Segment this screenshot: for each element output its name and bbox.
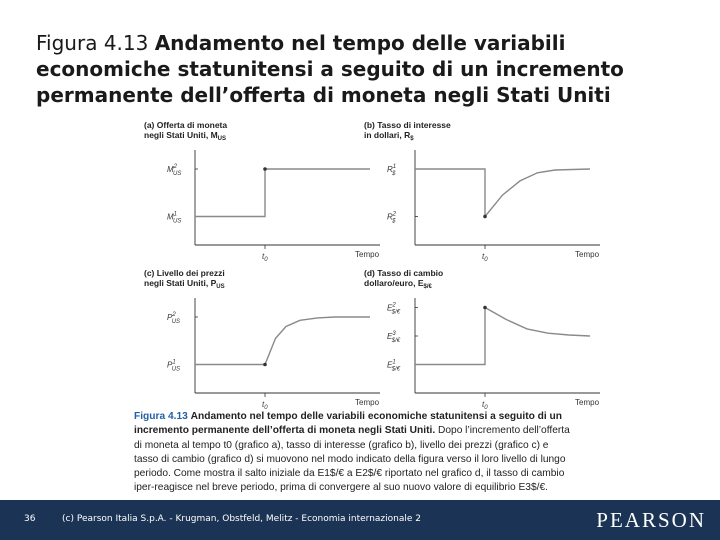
panel-a-title-sub: US [217,136,227,142]
panel-b-ytick-label: $R^1$ $ [387,164,397,177]
panel-d-series-line [415,308,590,365]
panel-d-title-line: (d) Tasso di cambio [364,268,444,278]
panel-c [144,268,380,411]
figure-caption [134,410,574,496]
panel-b-jump-point [483,215,487,219]
footer-bar [0,500,720,540]
panel-c-xlabel: Tempo [355,398,380,407]
panel-b-xlabel: Tempo [575,250,600,259]
panel-c-ytick-label: $P^2$ US [167,312,181,325]
panel-a-jump-point [263,167,267,171]
panel-c-jump-point [263,363,267,367]
panel-c-title-sub: US [216,284,225,290]
panel-c-title-line: negli Stati Uniti, $P_{US}$ [144,278,225,290]
panel-d-jump-point [483,306,487,310]
panel-d-xlabel: Tempo [575,398,600,407]
figure-charts [140,118,600,418]
panel-b-title-sub: $ [410,136,414,142]
panel-b-title-line: (b) Tasso di interesse [364,120,451,130]
slide-title [36,30,696,108]
panel-b [364,120,600,263]
panel-b-title-line: in dollari, $R_{\$}$ [364,130,414,142]
panel-a-t0-label: $t_0$ [262,252,268,263]
panel-a-xlabel: Tempo [355,250,380,259]
panel-b-ytick-label: $R^2$ $ [387,211,397,225]
panel-d [364,268,600,411]
caption-head: Figura 4.13 [134,411,188,422]
panel-d-ytick-label: $E^1$ $/€ [387,359,401,373]
panel-d-ytick-label: $E^3$ $/€ [387,331,401,344]
panel-a-title-line: negli Stati Uniti, $M_{US}$ [144,130,227,142]
panel-a-ytick-label: $M^2$ US [167,164,182,177]
panel-c-series-line [195,317,370,365]
panel-a-title-line: (a) Offerta di moneta [144,120,228,130]
panel-a [144,120,380,263]
page-number: 36 [24,514,36,524]
panel-b-series-line [415,169,590,217]
footer-credit: (c) Pearson Italia S.p.A. - Krugman, Obstfeld, Melitz - Economia internazionale 2 [62,514,422,524]
caption-body: Dopo l’incremento dell’offerta di moneta al tempo t0 (grafico a), tasso di interesse (grafico b), livello dei prezzi (grafico c) e tasso di cambio (grafico d) si muovono nel modo indicato della figura verso il loro livello di lungo periodo. Come mostra il salto iniziale da E1$/€ a E2$/€ riportato nel grafico d, il tasso di cambio iper-reagisce nel breve periodo, prima di convergere al suo nuovo valore di equilibrio E3$/€. [134,425,570,494]
panel-a-series-line [195,169,370,217]
panel-c-title-line: (c) Livello dei prezzi [144,268,225,278]
slide-title-lead: Figura 4.13 [36,31,149,55]
panel-a-ytick-label: $M^1$ US [167,211,182,225]
panel-c-ytick-label: $P^1$ US [167,359,181,373]
panel-b-t0-label: $t_0$ [482,252,488,263]
panel-d-t0-label: $t_0$ [482,400,488,411]
caption-title: Andamento nel tempo delle variabili economiche statunitensi a seguito di un incremento permanente dell’offerta di moneta negli Stati Uniti. [134,411,562,437]
panel-d-title-line: dollaro/euro, $E_{\$/€}$ [364,278,432,290]
slide-title-rest: Andamento nel tempo delle variabili economiche statunitensi a seguito di un incremento permanente dell’offerta di moneta negli Stati Uniti [36,31,624,107]
panel-d-title-sub: $/€ [423,284,432,290]
pearson-logo: PEARSON [596,508,706,532]
panel-c-t0-label: $t_0$ [262,400,268,411]
panel-d-ytick-label: $E^2$ $/€ [387,302,401,316]
